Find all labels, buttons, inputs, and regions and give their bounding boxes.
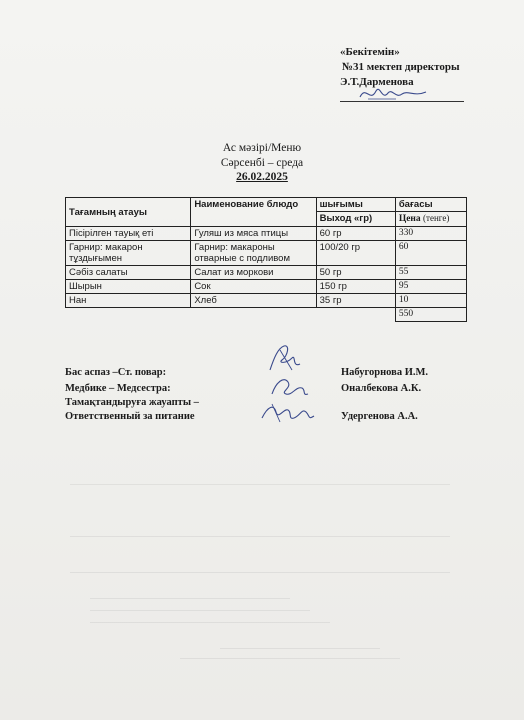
yield-cell: 35 гр xyxy=(316,294,395,308)
table-header-row xyxy=(66,198,467,212)
staff-role: Ответственный за питание xyxy=(65,411,195,422)
dish-kz-cell: Пісірілген тауық еті xyxy=(66,227,191,241)
header-yield-ru: Выход «гр) xyxy=(316,212,395,227)
table-row xyxy=(66,294,467,308)
header-yield-kz: шығымы xyxy=(316,198,395,212)
staff-name: Удергенова А.А. xyxy=(341,411,418,422)
empty-cell xyxy=(191,308,316,322)
approval-director-name: Э.Т.Дарменова xyxy=(340,76,414,88)
responsible-signature-icon xyxy=(258,400,318,426)
approval-position: №31 мектеп директоры xyxy=(342,61,460,73)
dish-ru-cell: Гарнир: макароны отварные с подливом xyxy=(191,241,316,266)
yield-cell: 60 гр xyxy=(316,227,395,241)
dish-kz-cell: Сәбіз салаты xyxy=(66,266,191,280)
approval-label: «Бекітемін» xyxy=(340,46,400,58)
header-dish-kz: Тағамның атауы xyxy=(66,198,191,227)
price-cell: 55 xyxy=(395,266,466,280)
menu-title: Ас мәзірі/Меню xyxy=(222,142,302,154)
price-cell: 60 xyxy=(395,241,466,266)
reverse-side-bleed xyxy=(60,480,480,680)
yield-cell: 150 гр xyxy=(316,280,395,294)
table-row xyxy=(66,266,467,280)
menu-day: Сәрсенбі – среда xyxy=(220,157,304,169)
staff-name: Оналбекова А.К. xyxy=(341,383,422,394)
nurse-signature-icon xyxy=(266,372,312,400)
approval-signature-line xyxy=(340,101,464,102)
yield-cell: 50 гр xyxy=(316,266,395,280)
table-total-row xyxy=(66,308,467,322)
empty-cell xyxy=(66,308,191,322)
staff-name: Набугорнова И.М. xyxy=(341,367,429,378)
empty-cell xyxy=(316,308,395,322)
dish-kz-cell: Нан xyxy=(66,294,191,308)
dish-ru-cell: Хлеб xyxy=(191,294,316,308)
staff-role: Медбике – Медсестра: xyxy=(65,383,171,394)
table-row xyxy=(66,241,467,266)
staff-role: Бас аспаз –Ст. повар: xyxy=(65,367,167,378)
menu-date: 26.02.2025 xyxy=(236,171,288,183)
header-price-kz: бағасы xyxy=(395,198,466,212)
dish-kz-cell: Гарнир: макарон тұздығымен xyxy=(66,241,191,266)
dish-ru-cell: Салат из моркови xyxy=(191,266,316,280)
dish-ru-cell: Гуляш из мяса птицы xyxy=(191,227,316,241)
table-row xyxy=(66,280,467,294)
yield-cell: 100/20 гр xyxy=(316,241,395,266)
total-price-cell: 550 xyxy=(395,308,466,322)
approval-block xyxy=(338,45,518,90)
chef-signature-icon xyxy=(262,340,310,376)
dish-ru-cell: Сок xyxy=(191,280,316,294)
price-cell: 330 xyxy=(395,227,466,241)
table-row xyxy=(66,227,467,241)
header-price-ru xyxy=(395,212,466,227)
dish-kz-cell: Шырын xyxy=(66,280,191,294)
menu-table xyxy=(65,197,467,322)
header-dish-ru: Наименование блюдо xyxy=(191,198,316,227)
header-price-unit: (тенге) xyxy=(423,213,450,223)
price-cell: 10 xyxy=(395,294,466,308)
staff-role: Тамақтандыруға жауапты – xyxy=(65,397,199,408)
header-price-ru-label: Цена xyxy=(398,214,421,224)
price-cell: 95 xyxy=(395,280,466,294)
